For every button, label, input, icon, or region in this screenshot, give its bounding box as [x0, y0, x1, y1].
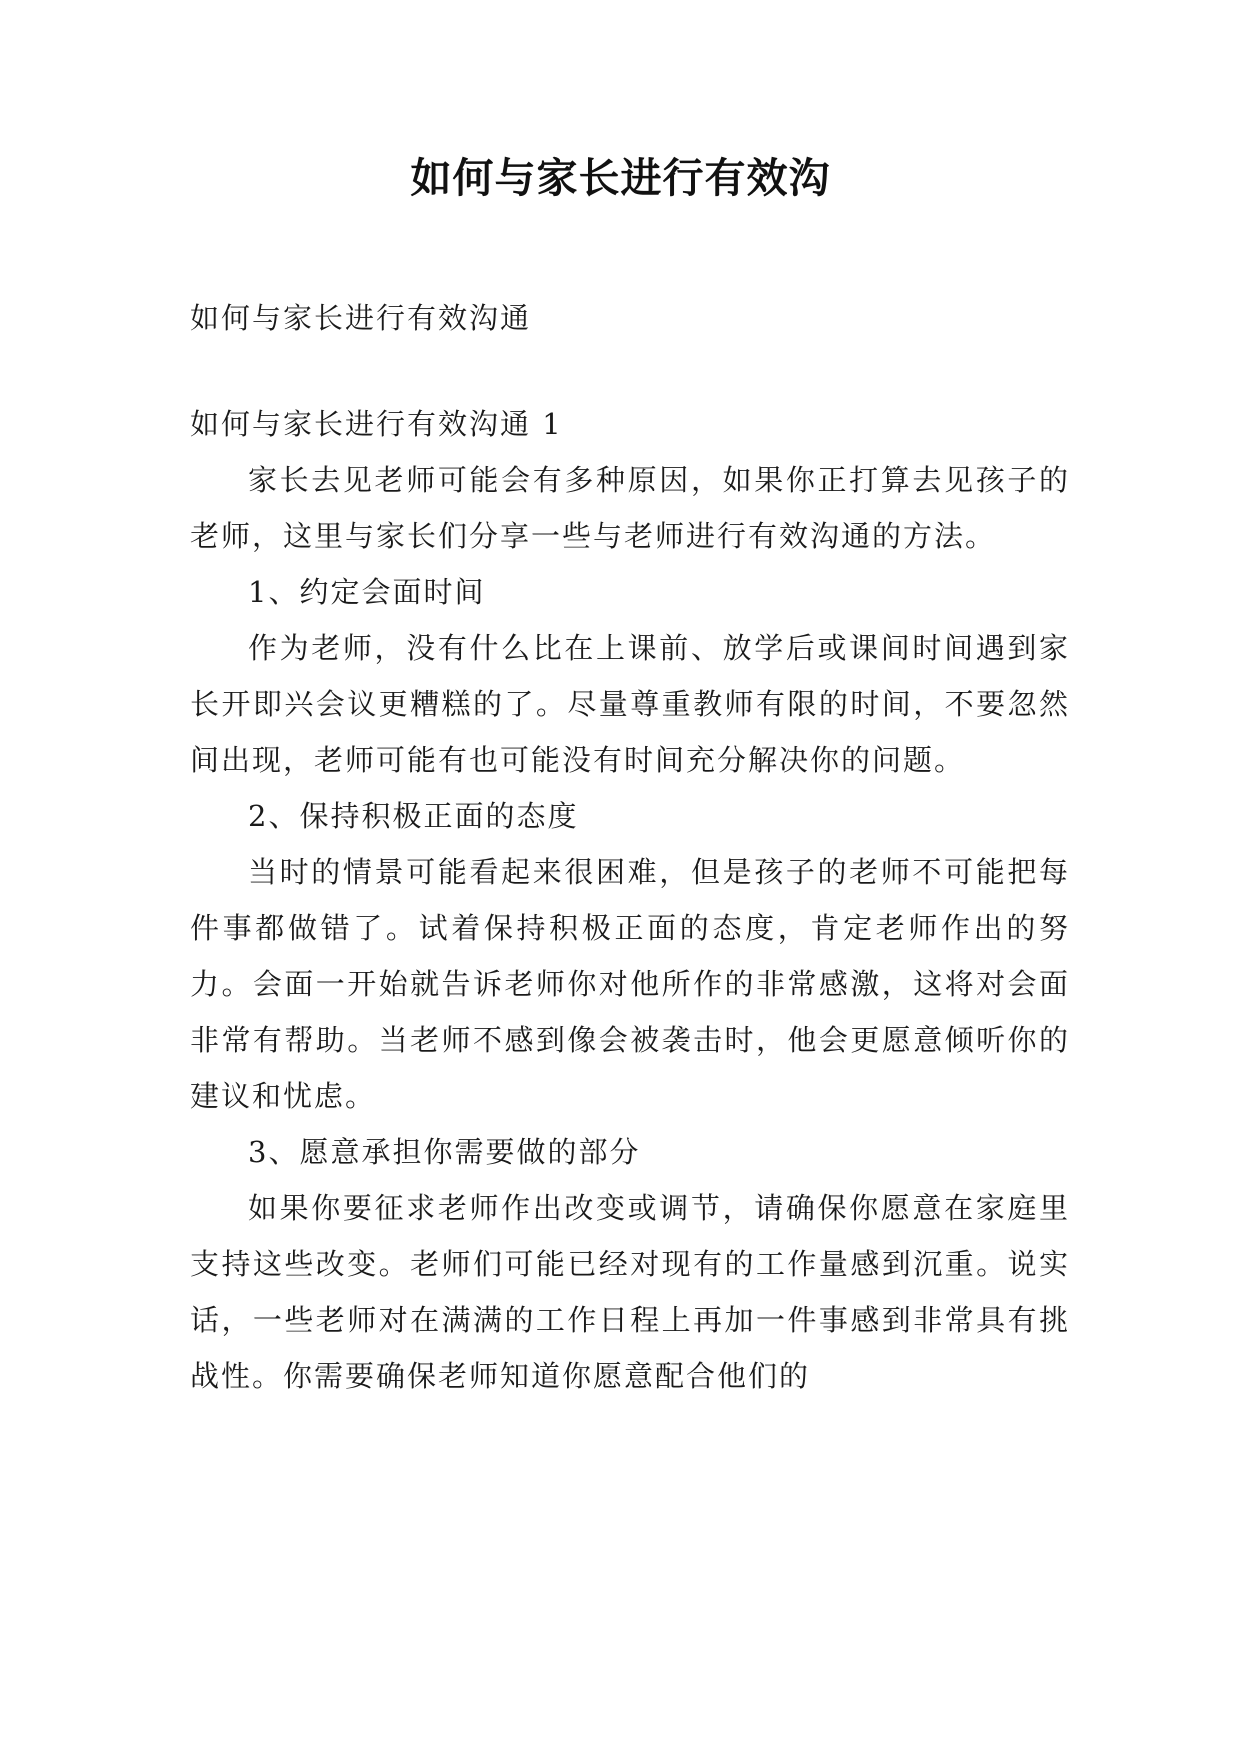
item-paragraph-1: 作为老师，没有什么比在上课前、放学后或课间时间遇到家长开即兴会议更糟糕的了。尽量尊重教师有限的时间，不要忽然间出现，老师可能有也可能没有时间充分解决你的问题。 — [190, 631, 1070, 777]
item-paragraph-3: 如果你要征求老师作出改变或调节，请确保你愿意在家庭里支持这些改变。老师们可能已经对现有的工作量感到沉重。说实话，一些老师对在满满的工作日程上再加一件事感到非常具有挑战性。你需要确保老师知道你愿意配合他们的 — [190, 1191, 1070, 1393]
document-subtitle: 如何与家长进行有效沟通 — [190, 301, 532, 335]
item-heading-1: 1、约定会面时间 — [248, 575, 486, 609]
document-title: 如何与家长进行有效沟 — [410, 154, 831, 202]
document-body — [190, 290, 1070, 1404]
section-heading: 如何与家长进行有效沟通 1 — [190, 407, 563, 441]
item-heading-2: 2、保持积极正面的态度 — [248, 799, 579, 833]
item-paragraph-2: 当时的情景可能看起来很困难，但是孩子的老师不可能把每件事都做错了。试着保持积极正面的态度，肯定老师作出的努力。会面一开始就告诉老师你对他所作的非常感激，这将对会面非常有帮助。当老师不感到像会被袭击时，他会更愿意倾听你的建议和忧虑。 — [190, 855, 1070, 1113]
intro-paragraph: 家长去见老师可能会有多种原因，如果你正打算去见孩子的老师，这里与家长们分享一些与老师进行有效沟通的方法。 — [190, 463, 1070, 553]
item-heading-3: 3、愿意承担你需要做的部分 — [248, 1135, 641, 1169]
